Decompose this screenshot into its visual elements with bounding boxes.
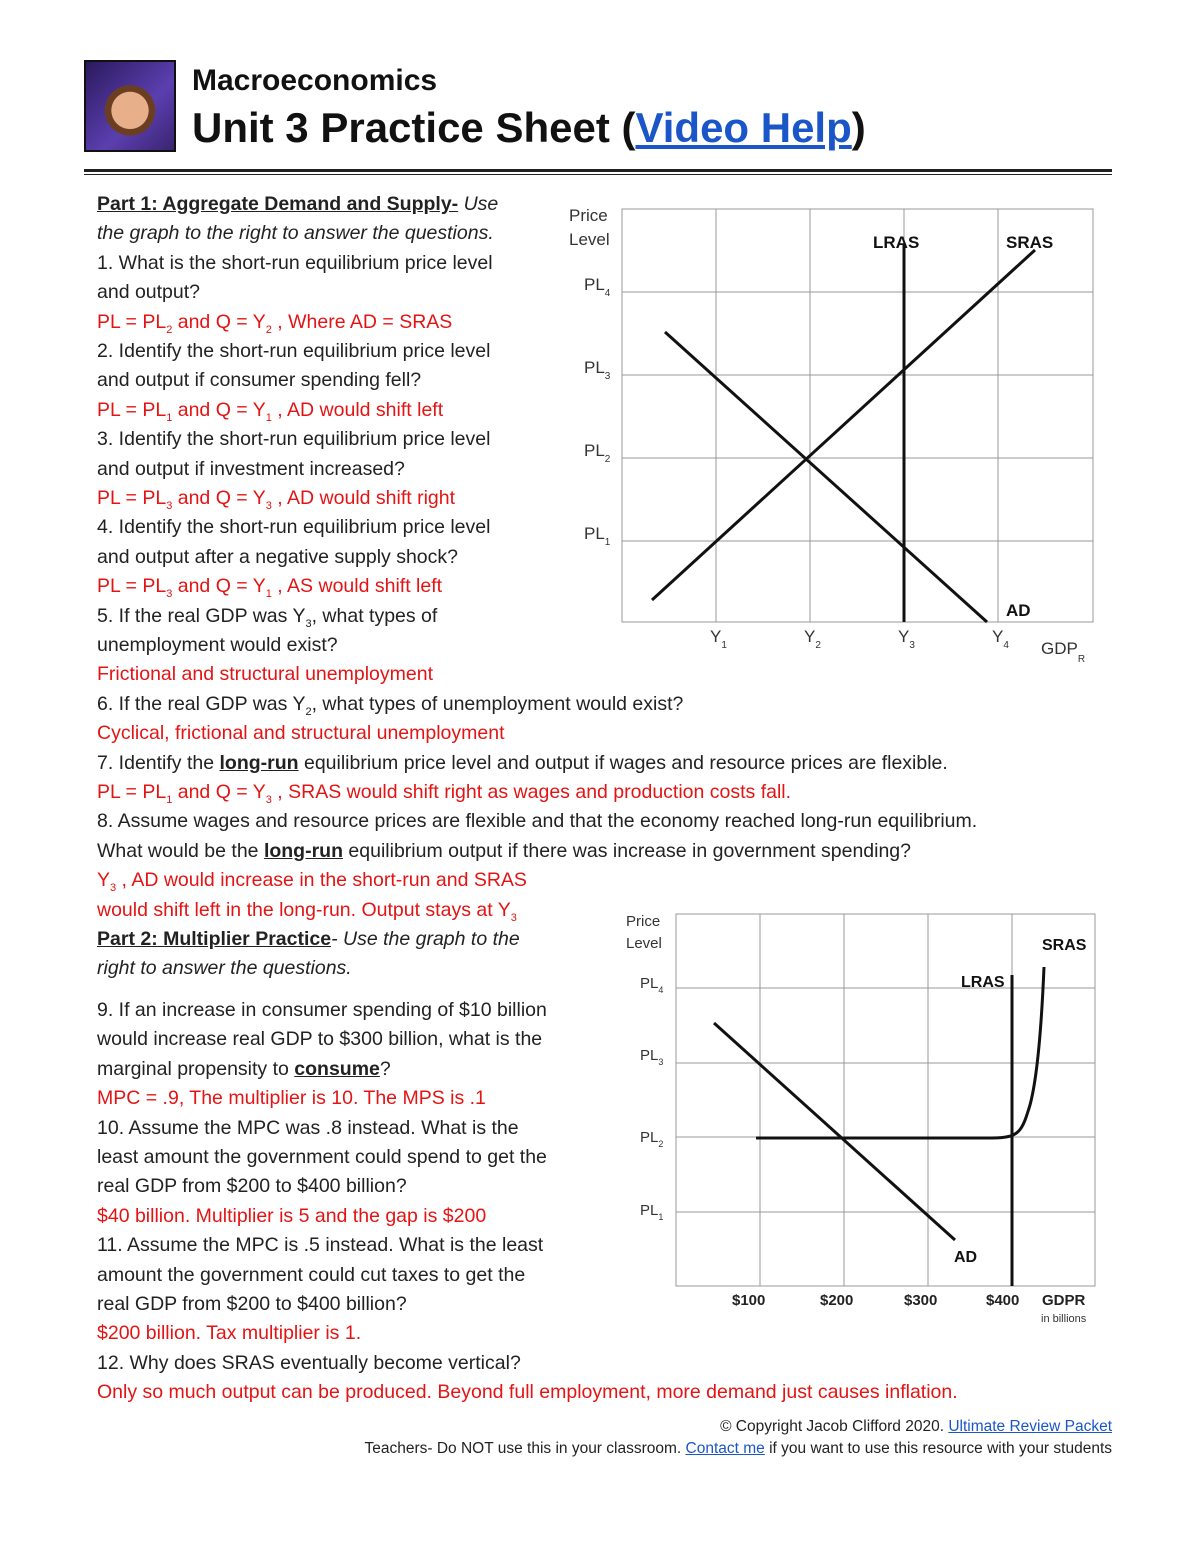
question-1: 1. What is the short-run equilibrium price level	[97, 251, 493, 274]
answer-8: $Y_3$ , AD would increase in the short-run and SRAS	[97, 869, 527, 895]
question-8-cont: What would be the long-run equilibrium output if there was increase in government spending?	[97, 839, 911, 862]
graph2-tick-200: $200	[820, 1292, 854, 1309]
graph2-y-ticks	[640, 975, 663, 1222]
graph1-tick-pl3: $PL_3$	[584, 358, 611, 382]
question-8: 8. Assume wages and resource prices are flexible and that the economy reached long-run equilibrium.	[97, 810, 978, 833]
header-rule-thin	[84, 174, 1112, 175]
answer-9: MPC = .9, The multiplier is 10. The MPS is .1	[97, 1087, 486, 1110]
answer-3: PL = $PL_3$ and $Q = Y_3$ , AD would shift right	[97, 487, 456, 512]
question-11: 11. Assume the MPC is .5 instead. What is the least	[97, 1234, 544, 1257]
question-9-cont2: marginal propensity to consume?	[97, 1057, 391, 1080]
question-10-cont: least amount the government could spend to get the	[97, 1146, 547, 1168]
graph1-tick-y3: $Y_3$	[898, 627, 915, 651]
graph2-ylabel-1: Price	[626, 913, 661, 930]
author-photo	[84, 60, 176, 152]
answer-5: Frictional and structural unemployment	[97, 663, 433, 686]
question-2-cont: and output if consumer spending fell?	[97, 369, 422, 392]
graph2-ad-label: AD	[954, 1249, 978, 1266]
ad-as-graph-2	[620, 905, 1105, 1330]
question-9-cont: would increase real GDP to $300 billion, what is the	[97, 1028, 543, 1051]
teachers-note: Teachers- Do NOT use this in your classroom. Contact me if you want to use this resource with your students	[364, 1440, 1112, 1457]
graph2-xlabel: GDPR	[1042, 1292, 1086, 1309]
page-header	[84, 60, 1114, 172]
ultimate-review-packet-link[interactable]: Ultimate Review Packet	[948, 1418, 1112, 1435]
copyright-line: © Copyright Jacob Clifford 2020. Ultimate Review Packet	[720, 1418, 1112, 1435]
answer-8-cont: would shift left in the long-run. Output stays at $Y_3$	[97, 898, 517, 924]
graph1-sras-label: SRAS	[1006, 233, 1054, 252]
graph2-x-ticks	[732, 1292, 1086, 1309]
graph1-xlabel: $GDP_R$	[1041, 639, 1086, 665]
graph2-sras-curve	[756, 967, 1044, 1138]
graph1-tick-pl1: $PL_1$	[584, 524, 611, 548]
graph1-ylabel-1: Price	[569, 206, 608, 225]
video-help-link[interactable]: Video Help	[635, 104, 852, 151]
question-5-cont: unemployment would exist?	[97, 634, 338, 656]
question-2: 2. Identify the short-run equilibrium price level	[97, 340, 491, 362]
answer-6: Cyclical, frictional and structural unemployment	[97, 722, 505, 745]
question-4-cont: and output after a negative supply shock?	[97, 545, 458, 568]
answer-11: $200 billion. Tax multiplier is 1.	[97, 1322, 362, 1345]
graph1-ylabel-2: Level	[569, 230, 610, 249]
graph1-tick-y2: $Y_2$	[804, 627, 821, 651]
question-3: 3. Identify the short-run equilibrium price level	[97, 428, 491, 451]
answer-7: PL = $PL_1$ and $Q = Y_3$ , SRAS would shift right as wages and production costs fall.	[97, 781, 792, 806]
page-title: Unit 3 Practice Sheet (Video Help)	[192, 104, 866, 151]
answer-1: PL = $PL_2$ and $Q = Y_2$ , Where AD = SRAS	[97, 310, 453, 336]
part1-heading-line: Part 1: Aggregate Demand and Supply- Use	[97, 193, 499, 215]
graph1-y-ticks	[584, 275, 611, 548]
graph2-tick-100: $100	[732, 1292, 766, 1309]
question-11-cont2: real GDP from $200 to $400 billion?	[97, 1293, 407, 1315]
graph2-sras-label: SRAS	[1042, 937, 1087, 954]
graph1-lras-label: LRAS	[873, 233, 920, 252]
graph1-frame	[622, 209, 1093, 622]
header-rule	[84, 169, 1112, 172]
graph1-sras-line	[652, 250, 1035, 600]
question-9: 9. If an increase in consumer spending of $10 billion	[97, 999, 547, 1021]
part2-heading: Part 2: Multiplier Practice	[97, 928, 332, 950]
part2-heading-line: Part 2: Multiplier Practice- Use the graph to the	[97, 928, 520, 950]
graph2-tick-pl1: $PL_1$	[640, 1202, 664, 1222]
question-6: 6. If the real GDP was $Y_2$, what types of unemployment would exist?	[97, 692, 684, 718]
answer-2: PL = $PL_1$ and $Q = Y_1$ , AD would shift left	[97, 398, 444, 424]
graph1-tick-y4: $Y_4$	[992, 627, 1009, 651]
graph1-grid	[622, 209, 1093, 622]
answer-12: Only so much output can be produced. Beyond full employment, more demand just causes inflation.	[97, 1381, 958, 1404]
graph2-xlabel-note: in billions	[1041, 1313, 1087, 1325]
question-11-cont: amount the government could cut taxes to get the	[97, 1263, 526, 1286]
question-1-cont: and output?	[97, 281, 201, 304]
part1-intro: the graph to the right to answer the questions.	[97, 222, 494, 245]
question-7: 7. Identify the long-run equilibrium price level and output if wages and resource prices are flexible.	[97, 751, 948, 774]
question-4: 4. Identify the short-run equilibrium price level	[97, 516, 491, 539]
graph1-x-ticks	[710, 627, 1085, 665]
graph1-ad-label: AD	[1006, 601, 1031, 620]
contact-me-link[interactable]: Contact me	[685, 1440, 765, 1457]
question-10-cont2: real GDP from $200 to $400 billion?	[97, 1175, 407, 1198]
graph2-ad-line	[714, 1023, 955, 1240]
graph2-tick-400: $400	[986, 1292, 1020, 1309]
graph2-ylabel-2: Level	[626, 935, 662, 952]
graph1-tick-pl2: $PL_2$	[584, 441, 611, 465]
ad-as-graph-1	[560, 195, 1105, 675]
question-10: 10. Assume the MPC was .8 instead. What is the	[97, 1116, 519, 1139]
graph2-tick-pl3: $PL_3$	[640, 1047, 664, 1067]
answer-10: $40 billion. Multiplier is 5 and the gap is $200	[97, 1204, 487, 1227]
part2-intro: right to answer the questions.	[97, 957, 352, 980]
graph1-tick-y1: $Y_1$	[710, 627, 727, 651]
subject-title: Macroeconomics	[192, 64, 438, 97]
graph2-lras-label: LRAS	[961, 974, 1005, 991]
graph2-tick-pl2: $PL_2$	[640, 1129, 664, 1149]
graph2-tick-pl4: $PL_4$	[640, 975, 664, 995]
graph2-tick-300: $300	[904, 1292, 938, 1309]
question-12: 12. Why does SRAS eventually become vertical?	[97, 1351, 521, 1374]
question-3-cont: and output if investment increased?	[97, 457, 405, 480]
graph1-tick-pl4: $PL_4$	[584, 275, 611, 299]
question-5: 5. If the real GDP was $Y_3$, what types of	[97, 604, 438, 630]
part1-heading: Part 1: Aggregate Demand and Supply-	[97, 193, 459, 215]
answer-4: PL = $PL_3$ and $Q = Y_1$ , AS would shift left	[97, 575, 443, 601]
